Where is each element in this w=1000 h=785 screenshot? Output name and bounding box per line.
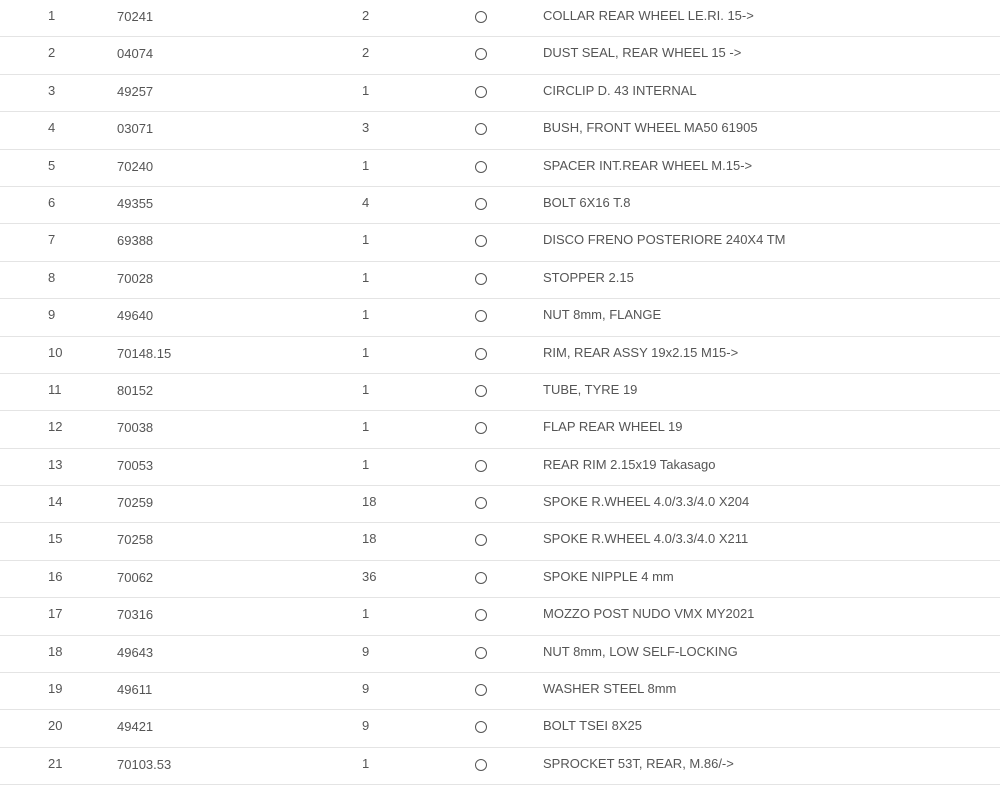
quantity: 9 [362, 681, 370, 697]
table-row [0, 112, 1000, 149]
part-code: 70148.15 [117, 345, 172, 361]
select-radio[interactable] [475, 348, 489, 362]
table-row [0, 710, 1000, 747]
part-code: 49421 [117, 719, 154, 735]
radio-circle-icon[interactable] [475, 759, 487, 771]
part-description: SPOKE NIPPLE 4 mm [543, 568, 674, 584]
part-description: STOPPER 2.15 [543, 269, 634, 285]
select-radio[interactable] [475, 235, 489, 249]
part-description: SPACER INT.REAR WHEEL M.15-> [543, 157, 753, 173]
part-description: DISCO FRENO POSTERIORE 240X4 TM [543, 232, 786, 248]
select-radio[interactable] [475, 497, 489, 511]
part-description: SPOKE R.WHEEL 4.0/3.3/4.0 X204 [543, 494, 750, 510]
quantity: 2 [362, 45, 370, 61]
part-code: 70316 [117, 607, 154, 623]
quantity: 1 [362, 456, 370, 472]
part-code: 49355 [117, 195, 154, 211]
part-description: FLAP REAR WHEEL 19 [543, 419, 683, 435]
select-radio[interactable] [475, 310, 489, 324]
radio-circle-icon[interactable] [475, 48, 487, 60]
quantity: 2 [362, 8, 370, 23]
select-radio[interactable] [475, 123, 489, 137]
part-code: 70053 [117, 457, 154, 473]
select-radio[interactable] [475, 422, 489, 436]
position-number: 10 [48, 344, 63, 360]
radio-circle-icon[interactable] [475, 235, 487, 247]
radio-circle-icon[interactable] [475, 497, 487, 509]
radio-circle-icon[interactable] [475, 11, 487, 23]
table-row [0, 0, 1000, 37]
position-number: 9 [48, 307, 56, 323]
table-row [0, 598, 1000, 635]
radio-circle-icon[interactable] [475, 310, 487, 322]
position-number: 4 [48, 120, 56, 136]
quantity: 4 [362, 194, 370, 210]
position-number: 15 [48, 531, 63, 547]
quantity: 1 [362, 232, 370, 248]
quantity: 9 [362, 643, 370, 659]
part-code: 70241 [117, 9, 154, 24]
part-description: BOLT 6X16 T.8 [543, 194, 631, 210]
part-code: 70259 [117, 495, 154, 511]
part-description: DUST SEAL, REAR WHEEL 15 -> [543, 45, 742, 61]
table-row [0, 561, 1000, 598]
part-code: 04074 [117, 46, 154, 62]
part-code: 70028 [117, 270, 154, 286]
table-row [0, 636, 1000, 673]
part-code: 70240 [117, 158, 154, 174]
part-code: 69388 [117, 233, 154, 249]
part-code: 49611 [117, 682, 153, 698]
radio-circle-icon[interactable] [475, 161, 487, 173]
radio-circle-icon[interactable] [475, 348, 487, 360]
part-description: TUBE, TYRE 19 [543, 381, 638, 397]
quantity: 1 [362, 419, 370, 435]
part-code: 03071 [117, 121, 154, 137]
quantity: 1 [362, 344, 370, 360]
radio-circle-icon[interactable] [475, 86, 487, 98]
select-radio[interactable] [475, 86, 489, 100]
select-radio[interactable] [475, 460, 489, 474]
part-description: SPROCKET 53T, REAR, M.86/-> [543, 755, 734, 771]
part-description: BUSH, FRONT WHEEL MA50 61905 [543, 120, 758, 136]
part-code: 49643 [117, 644, 154, 660]
radio-circle-icon[interactable] [475, 460, 487, 472]
select-radio[interactable] [475, 385, 489, 399]
table-row [0, 411, 1000, 448]
position-number: 11 [48, 381, 62, 397]
part-description: NUT 8mm, FLANGE [543, 307, 662, 323]
quantity: 1 [362, 606, 370, 622]
radio-circle-icon[interactable] [475, 609, 487, 621]
quantity: 9 [362, 718, 370, 734]
table-row [0, 224, 1000, 261]
radio-circle-icon[interactable] [475, 385, 487, 397]
table-row [0, 187, 1000, 224]
position-number: 21 [48, 755, 63, 771]
radio-circle-icon[interactable] [475, 422, 487, 434]
table-row [0, 37, 1000, 74]
position-number: 19 [48, 681, 63, 697]
position-number: 16 [48, 568, 63, 584]
select-radio[interactable] [475, 572, 489, 586]
table-row [0, 262, 1000, 299]
part-description: BOLT TSEI 8X25 [543, 718, 642, 734]
quantity: 36 [362, 568, 377, 584]
select-radio[interactable] [475, 647, 489, 661]
position-number: 5 [48, 157, 56, 173]
table-row [0, 150, 1000, 187]
position-number: 12 [48, 419, 63, 435]
quantity: 1 [362, 307, 370, 323]
part-description: WASHER STEEL 8mm [543, 681, 677, 697]
select-radio[interactable] [475, 161, 489, 175]
part-code: 70258 [117, 532, 154, 548]
quantity: 18 [362, 531, 377, 547]
part-description: MOZZO POST NUDO VMX MY2021 [543, 606, 755, 622]
table-row [0, 374, 1000, 411]
table-row [0, 673, 1000, 710]
quantity: 18 [362, 494, 377, 510]
select-radio[interactable] [475, 609, 489, 623]
quantity: 1 [362, 82, 370, 98]
quantity: 3 [362, 120, 370, 136]
select-radio[interactable] [475, 273, 489, 287]
position-number: 7 [48, 232, 56, 248]
table-row [0, 337, 1000, 374]
select-radio[interactable] [475, 684, 489, 698]
position-number: 1 [48, 8, 56, 23]
position-number: 17 [48, 606, 63, 622]
radio-circle-icon[interactable] [475, 273, 487, 285]
position-number: 20 [48, 718, 63, 734]
radio-circle-icon[interactable] [475, 647, 487, 659]
part-code: 70062 [117, 569, 154, 585]
select-radio[interactable] [475, 721, 489, 735]
part-description: COLLAR REAR WHEEL LE.RI. 15-> [543, 8, 754, 23]
part-code: 49257 [117, 83, 154, 99]
part-code: 49640 [117, 308, 154, 324]
part-description: NUT 8mm, LOW SELF-LOCKING [543, 643, 738, 659]
quantity: 1 [362, 755, 370, 771]
table-row [0, 748, 1000, 785]
radio-circle-icon[interactable] [475, 572, 487, 584]
radio-circle-icon[interactable] [475, 684, 487, 696]
select-radio[interactable] [475, 759, 489, 773]
part-description: SPOKE R.WHEEL 4.0/3.3/4.0 X211 [543, 531, 749, 547]
position-number: 13 [48, 456, 63, 472]
position-number: 8 [48, 269, 56, 285]
table-row [0, 486, 1000, 523]
table-row [0, 75, 1000, 112]
select-radio[interactable] [475, 11, 489, 25]
select-radio[interactable] [475, 534, 489, 548]
position-number: 18 [48, 643, 63, 659]
quantity: 1 [362, 157, 370, 173]
quantity: 1 [362, 381, 370, 397]
position-number: 3 [48, 82, 56, 98]
radio-circle-icon[interactable] [475, 123, 487, 135]
part-code: 70038 [117, 420, 154, 436]
position-number: 14 [48, 494, 63, 510]
select-radio[interactable] [475, 48, 489, 62]
radio-circle-icon[interactable] [475, 534, 487, 546]
part-description: REAR RIM 2.15x19 Takasago [543, 456, 716, 472]
quantity: 1 [362, 269, 370, 285]
radio-circle-icon[interactable] [475, 721, 487, 733]
position-number: 2 [48, 45, 56, 61]
table-row [0, 523, 1000, 560]
part-code: 70103.53 [117, 756, 172, 772]
radio-circle-icon[interactable] [475, 198, 487, 210]
table-row [0, 449, 1000, 486]
part-description: RIM, REAR ASSY 19x2.15 M15-> [543, 344, 739, 360]
select-radio[interactable] [475, 198, 489, 212]
table-row [0, 299, 1000, 336]
part-code: 80152 [117, 382, 154, 398]
position-number: 6 [48, 194, 56, 210]
part-description: CIRCLIP D. 43 INTERNAL [543, 82, 697, 98]
